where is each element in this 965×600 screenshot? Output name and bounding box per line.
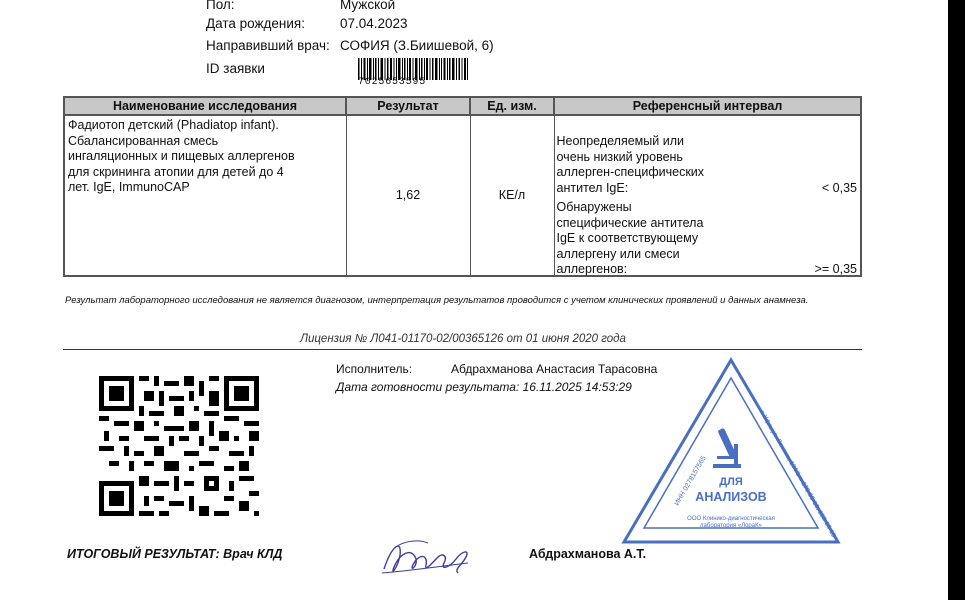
reference-line: очень низкий уровень bbox=[556, 149, 683, 164]
reference-line: IgE к соответствующему bbox=[556, 231, 699, 245]
stamp-bottom1: ООО Клинико-диагностическая bbox=[687, 516, 775, 522]
reference-range-1 bbox=[557, 134, 705, 196]
reference-range-2 bbox=[557, 200, 704, 278]
test-name-line: ингаляционных и пищевых аллергенов bbox=[68, 149, 295, 163]
result-value: 1,62 bbox=[346, 115, 470, 276]
dob-label: Дата рождения: bbox=[206, 16, 305, 31]
reference-line: аллергену или смеси bbox=[556, 246, 680, 261]
microscope-icon bbox=[713, 428, 741, 468]
reference-line: антител IgE: bbox=[556, 180, 629, 195]
test-name-line: лет. IgE, ImmunoCAP bbox=[68, 180, 190, 194]
disclaimer-note: Результат лабораторного исследования не является диагнозом, интерпретация результатов проводится с учетом клинических проявлений и данных анамнеза. bbox=[65, 295, 809, 306]
final-result-label: ИТОГОВЫЙ РЕЗУЛЬТАТ: Врач КЛД bbox=[67, 547, 283, 561]
window-edge bbox=[948, 0, 965, 600]
test-name-line: Сбалансированная смесь bbox=[68, 133, 219, 148]
dob-value: 07.04.2023 bbox=[340, 16, 408, 31]
laboratory-stamp bbox=[620, 356, 842, 546]
reference-line: аллерген-специфических bbox=[556, 165, 705, 179]
reference-line: специфические антитела bbox=[556, 215, 704, 230]
reference-line: Обнаружены bbox=[556, 200, 632, 214]
executor-name: Абдрахманова Анастасия Тарасовна bbox=[451, 362, 658, 376]
reference-cell bbox=[554, 115, 861, 276]
stamp-line2: АНАЛИЗОВ bbox=[695, 490, 767, 504]
test-name-cell bbox=[64, 115, 346, 276]
sex-label: Пол: bbox=[206, 0, 235, 12]
header-result: Результат bbox=[346, 97, 470, 115]
reference-line: аллергенов: bbox=[556, 262, 628, 276]
divider bbox=[63, 349, 862, 350]
request-id-label: ID заявки bbox=[206, 61, 265, 76]
executor-label: Исполнитель: bbox=[336, 362, 413, 376]
signatory-name: Абдрахманова А.Т. bbox=[529, 547, 647, 561]
reference-line: Неопределяемый или bbox=[556, 134, 684, 148]
test-name-line: Фадиотоп детский (Phadiatop infant). bbox=[68, 118, 279, 132]
stamp-bottom2: лаборатория «ЛораК» bbox=[700, 523, 762, 529]
stamp-line1: ДЛЯ bbox=[719, 476, 743, 488]
header-name: Наименование исследования bbox=[64, 97, 346, 115]
doctor-label: Направивший врач: bbox=[206, 38, 330, 53]
unit-value: КЕ/л bbox=[470, 115, 554, 276]
license-text: Лицензия № Л041-01170-02/00365126 от 01 июня 2020 года bbox=[300, 333, 626, 345]
reference-value-2: >= 0,35 bbox=[814, 262, 857, 276]
header-unit: Ед. изм. bbox=[470, 97, 554, 115]
qr-code bbox=[99, 376, 259, 516]
header-reference: Референсный интервал bbox=[554, 97, 861, 115]
results-table bbox=[63, 96, 862, 277]
sex-value: Мужской bbox=[340, 0, 396, 12]
ready-date: Дата готовности результата: 16.11.2025 14:53:29 bbox=[336, 380, 632, 394]
table-header-row bbox=[64, 97, 861, 115]
stamp-right-text: г. Уфа, ул. Ленина, 104/1 т. 275-55-16, 255-55-15 bbox=[758, 409, 837, 539]
reference-value-1: < 0,35 bbox=[821, 181, 857, 195]
doctor-value: СОФИЯ (З.Биишевой, 6) bbox=[340, 38, 494, 53]
barcode-number: 7025653595 bbox=[358, 77, 427, 88]
table-row bbox=[64, 115, 861, 276]
test-name-line: для скрининга атопии для детей до 4 bbox=[68, 164, 284, 179]
stamp-left-text: ИНН 0278157565 bbox=[673, 454, 708, 507]
signature bbox=[378, 533, 474, 583]
